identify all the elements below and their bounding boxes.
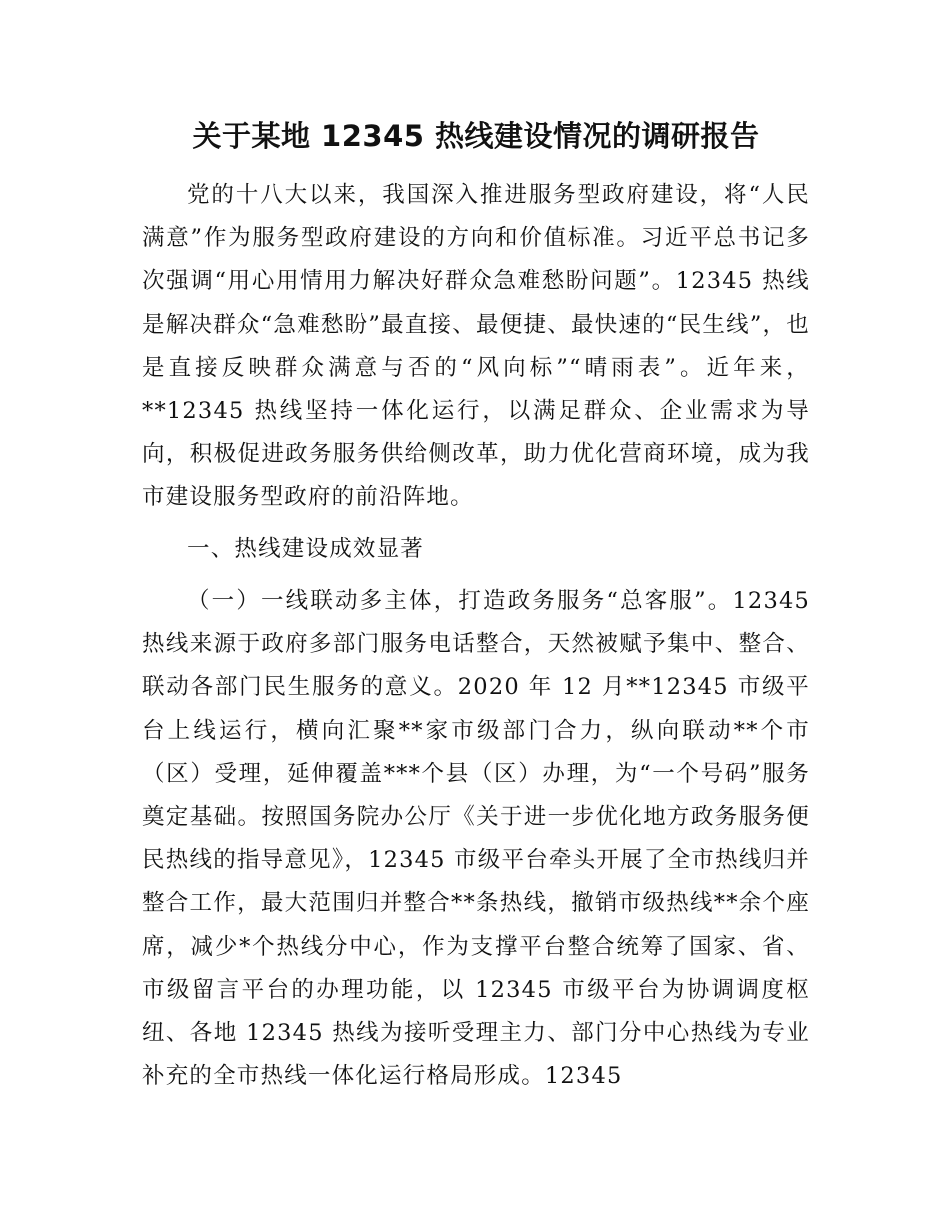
section-paragraph: （一）一线联动多主体，打造政务服务“总客服”。12345 热线来源于政府多部门服务电话整合，天然被赋予集中、整合、联动各部门民生服务的意义。2020 年 12 月**12345 市级平台上线运行，横向汇聚**家市级部门合力，纵向联动**个市（区）受理，延伸覆盖***个县（区）办理，为“一个号码”服务奠定基础。按照国务院办公厅《关于进一步优化地方政务服务便民热线的指导意见》，12345 市级平台牵头开展了全市热线归并整合工作，最大范围归并整合**条热线，撤销市级热线**余个座席，减少*个热线分中心，作为支撑平台整合统筹了国家、省、市级留言平台的办理功能，以 12345 市级平台为协调调度枢纽、各地 12345 热线为接听受理主力、部门分中心热线为专业补充的全市热线一体化运行格局形成。12345 xyxy=(142,588,810,1090)
document-title: 关于某地 12345 热线建设情况的调研报告 xyxy=(192,119,760,153)
section-heading: 一、热线建设成效显著 xyxy=(187,536,425,562)
intro-paragraph: 党的十八大以来，我国深入推进服务型政府建设，将“人民满意”作为服务型政府建设的方向和价值标准。习近平总书记多次强调“用心用情用力解决好群众急难愁盼问题”。12345 热线是解决群众“急难愁盼”最直接、最便捷、最快速的“民生线”，也是直接反映群众满意与否的“风向标”“晴雨表”。近年来，**12345 热线坚持一体化运行，以满足群众、企业需求为导向，积极促进政务服务供给侧改革，助力优化营商环境，成为我市建设服务型政府的前沿阵地。 xyxy=(142,182,810,511)
